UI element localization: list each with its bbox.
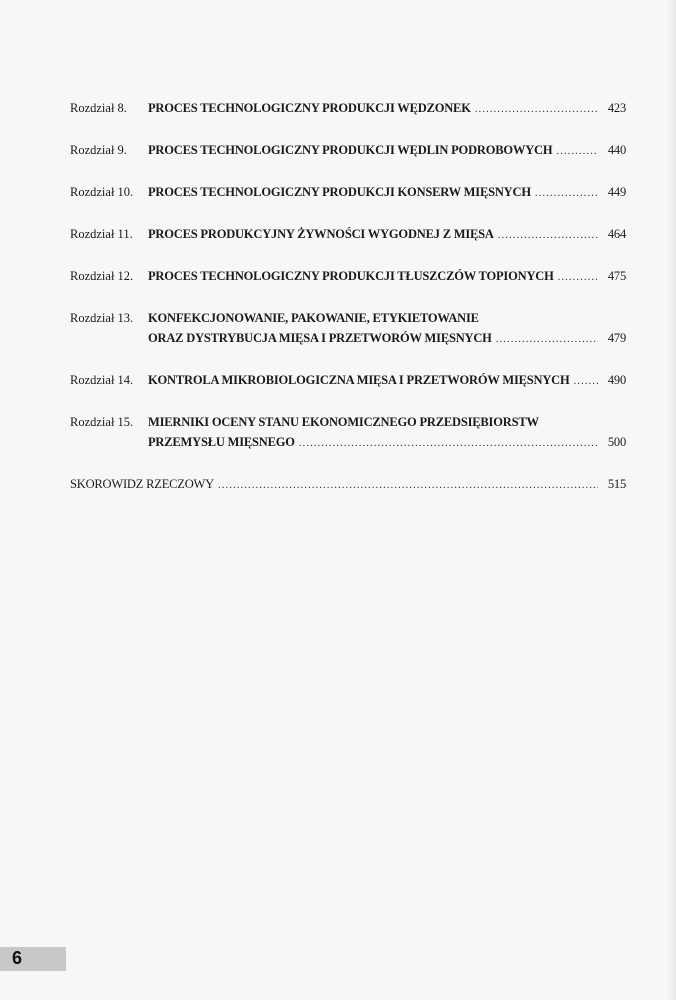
toc-entry bbox=[70, 224, 626, 245]
chapter-label: Rozdział 11. bbox=[70, 227, 133, 241]
toc-entry bbox=[70, 308, 626, 349]
index-title-line bbox=[70, 474, 626, 495]
chapter-label: Rozdział 10. bbox=[70, 185, 134, 199]
chapter-body bbox=[148, 308, 626, 349]
page-reference: 449 bbox=[607, 185, 626, 199]
chapter-body bbox=[148, 266, 626, 287]
page-reference: 490 bbox=[607, 373, 626, 387]
chapter-label: Rozdział 13. bbox=[70, 311, 134, 325]
chapter-body bbox=[148, 370, 626, 391]
dot-leader bbox=[556, 141, 598, 161]
dot-leader bbox=[218, 475, 598, 495]
chapter-title: MIERNIKI OCENY STANU EKONOMICZNEGO PRZEDSIĘBIORSTW bbox=[148, 415, 539, 429]
page-number-tab bbox=[0, 947, 66, 971]
index-title: SKOROWIDZ RZECZOWY bbox=[70, 477, 214, 491]
chapter-body bbox=[148, 412, 626, 453]
page-reference: 500 bbox=[607, 435, 626, 449]
chapter-title-line bbox=[148, 328, 626, 349]
chapter-title: PROCES TECHNOLOGICZNY PRODUKCJI WĘDZONEK bbox=[148, 101, 471, 115]
chapter-title-line bbox=[148, 140, 626, 161]
chapter-title: PROCES TECHNOLOGICZNY PRODUKCJI KONSERW MIĘSNYCH bbox=[148, 185, 531, 199]
toc-entry bbox=[70, 370, 626, 391]
page-reference: 515 bbox=[607, 477, 626, 491]
dot-leader bbox=[496, 329, 598, 349]
page-number: 6 bbox=[12, 948, 23, 968]
chapter-title: PROCES TECHNOLOGICZNY PRODUKCJI TŁUSZCZÓW TOPIONYCH bbox=[148, 269, 554, 283]
chapter-title: KONTROLA MIKROBIOLOGICZNA MIĘSA I PRZETWORÓW MIĘSNYCH bbox=[148, 373, 570, 387]
chapter-label: Rozdział 15. bbox=[70, 415, 134, 429]
chapter-label: Rozdział 14. bbox=[70, 373, 134, 387]
table-of-contents bbox=[70, 98, 626, 516]
toc-entry-index bbox=[70, 474, 626, 495]
toc-entry bbox=[70, 266, 626, 287]
chapter-title-line bbox=[148, 224, 626, 245]
chapter-body bbox=[148, 224, 626, 245]
chapter-title: PROCES TECHNOLOGICZNY PRODUKCJI WĘDLIN PODROBOWYCH bbox=[148, 143, 553, 157]
chapter-title-line bbox=[148, 182, 626, 203]
page-edge-shadow bbox=[666, 0, 676, 1000]
chapter-body bbox=[148, 182, 626, 203]
page-reference: 464 bbox=[607, 227, 626, 241]
chapter-title: KONFEKCJONOWANIE, PAKOWANIE, ETYKIETOWANIE bbox=[148, 311, 479, 325]
chapter-title-line bbox=[148, 266, 626, 287]
dot-leader bbox=[535, 183, 598, 203]
page-reference: 440 bbox=[607, 143, 626, 157]
page-reference: 479 bbox=[607, 331, 626, 345]
chapter-label: Rozdział 9. bbox=[70, 143, 127, 157]
chapter-title-continued: ORAZ DYSTRYBUCJA MIĘSA I PRZETWORÓW MIĘSNYCH bbox=[148, 331, 492, 345]
dot-leader bbox=[498, 225, 598, 245]
chapter-title: PROCES PRODUKCYJNY ŻYWNOŚCI WYGODNEJ Z MIĘSA bbox=[148, 227, 494, 241]
chapter-title-line bbox=[148, 98, 626, 119]
toc-entry bbox=[70, 140, 626, 161]
index-body bbox=[70, 474, 626, 495]
chapter-label: Rozdział 12. bbox=[70, 269, 134, 283]
dot-leader bbox=[475, 99, 598, 119]
chapter-title-line bbox=[148, 370, 626, 391]
chapter-title-line bbox=[148, 412, 626, 432]
dot-leader bbox=[574, 371, 598, 391]
page-reference: 475 bbox=[607, 269, 626, 283]
page-reference: 423 bbox=[607, 101, 626, 115]
toc-entry bbox=[70, 412, 626, 453]
chapter-title-line bbox=[148, 308, 626, 328]
toc-entry bbox=[70, 182, 626, 203]
chapter-title-line bbox=[148, 432, 626, 453]
chapter-body bbox=[148, 98, 626, 119]
chapter-body bbox=[148, 140, 626, 161]
toc-entry bbox=[70, 98, 626, 119]
chapter-label: Rozdział 8. bbox=[70, 101, 127, 115]
dot-leader bbox=[299, 433, 598, 453]
dot-leader bbox=[558, 267, 598, 287]
chapter-title-continued: PRZEMYSŁU MIĘSNEGO bbox=[148, 435, 295, 449]
